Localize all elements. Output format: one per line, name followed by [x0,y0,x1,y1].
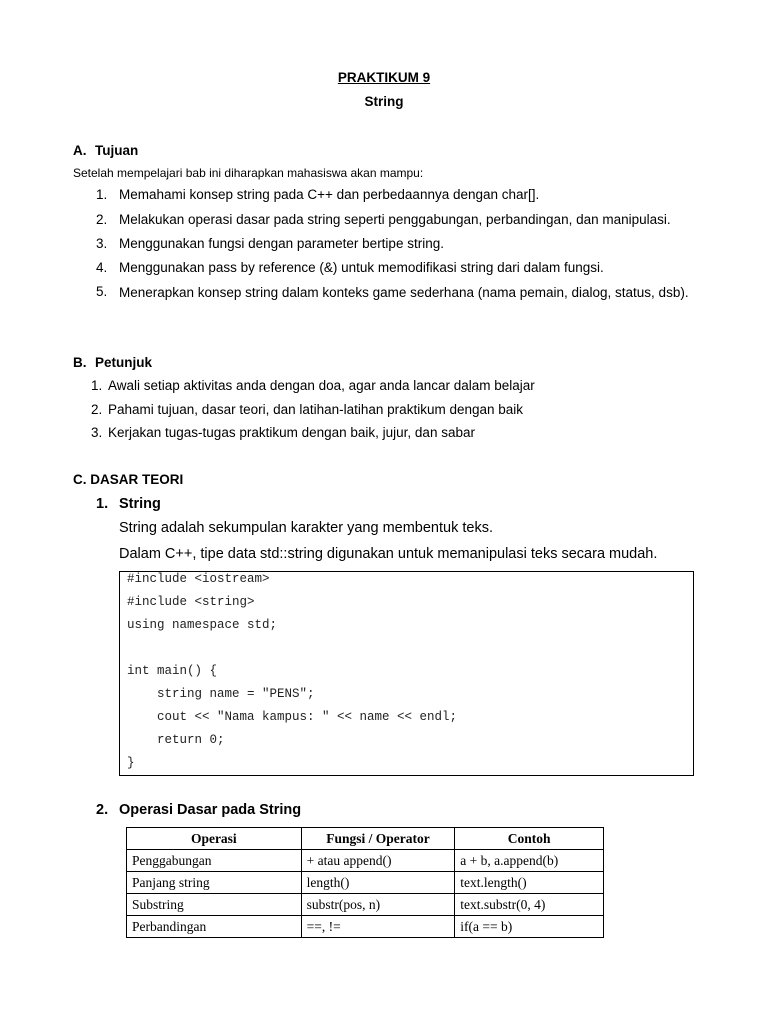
document-subtitle: String [364,94,404,109]
table-cell: a + b, a.append(b) [455,850,604,872]
section-b-label: B. [73,355,87,370]
list-item-number: 3. [96,236,108,251]
table-cell: if(a == b) [455,916,604,938]
subsection-number: 1. [96,496,109,512]
section-a-title: Tujuan [95,143,139,158]
list-item-number: 3. [91,425,103,440]
list-item-number: 5. [96,284,108,299]
code-line: cout << "Nama kampus: " << name << endl; [127,710,458,724]
code-line: #include <string> [127,595,255,609]
section-a-heading [73,143,138,158]
code-line: int main() { [127,664,218,678]
list-item-number: 2. [96,212,108,227]
section-a-label: A. [73,143,87,158]
section-a-intro: Setelah mempelajari bab ini diharapkan mahasiswa akan mampu: [73,166,424,180]
table-cell: Penggabungan [127,850,302,872]
subsection-title: Operasi Dasar pada String [119,802,302,818]
code-line: string name = "PENS"; [127,687,315,701]
list-item-number: 4. [96,260,108,275]
code-line: using namespace std; [127,618,278,632]
table-header-cell: Fungsi / Operator [301,828,455,850]
list-item-text: Kerjakan tugas-tugas praktikum dengan baik, jujur, dan sabar [108,425,475,440]
table-cell: text.length() [455,872,604,894]
table-row [127,894,604,916]
list-item-number: 1. [91,378,103,393]
section-b-heading [73,355,152,370]
code-line: #include <iostream> [127,572,270,586]
list-item-text: Memahami konsep string pada C++ dan perbedaannya dengan char[]. [119,187,540,202]
paragraph: String adalah sekumpulan karakter yang membentuk teks. [119,520,493,536]
subsection-number: 2. [96,802,109,818]
section-c-heading: C. DASAR TEORI [73,472,184,487]
string-operations-table [126,827,604,938]
code-block [119,571,694,776]
subsection-title: String [119,496,161,512]
table-cell: Perbandingan [127,916,302,938]
list-item-number: 1. [96,187,108,202]
table-header-cell: Operasi [127,828,302,850]
table-cell: length() [301,872,455,894]
list-item-text: Menggunakan pass by reference (&) untuk memodifikasi string dari dalam fungsi. [119,260,604,275]
subsection-operations-heading [96,802,301,818]
table-row [127,850,604,872]
paragraph: Dalam C++, tipe data std::string digunakan untuk memanipulasi teks secara mudah. [119,546,658,562]
list-item-text: Pahami tujuan, dasar teori, dan latihan-latihan praktikum dengan baik [108,402,524,417]
code-line: return 0; [127,733,225,747]
list-item-text: Menerapkan konsep string dalam konteks game sederhana (nama pemain, dialog, status, dsb). [119,285,689,300]
list-item-text: Melakukan operasi dasar pada string seperti penggabungan, perbandingan, dan manipulasi. [119,212,671,227]
table-cell: Substring [127,894,302,916]
code-line: } [127,756,135,770]
table-cell: + atau append() [301,850,455,872]
list-item-text: Menggunakan fungsi dengan parameter bertipe string. [119,236,444,251]
table-cell: substr(pos, n) [301,894,455,916]
table-row [127,872,604,894]
section-b-title: Petunjuk [95,355,153,370]
table-header-row [127,828,604,850]
subsection-string-heading [96,496,161,512]
list-item-number: 2. [91,402,103,417]
table-cell: Panjang string [127,872,302,894]
table-cell: text.substr(0, 4) [455,894,604,916]
table-row [127,916,604,938]
table-cell: ==, != [301,916,455,938]
list-item-text: Awali setiap aktivitas anda dengan doa, agar anda lancar dalam belajar [108,378,535,393]
document-title: PRAKTIKUM 9 [337,70,431,85]
table-header-cell: Contoh [455,828,604,850]
